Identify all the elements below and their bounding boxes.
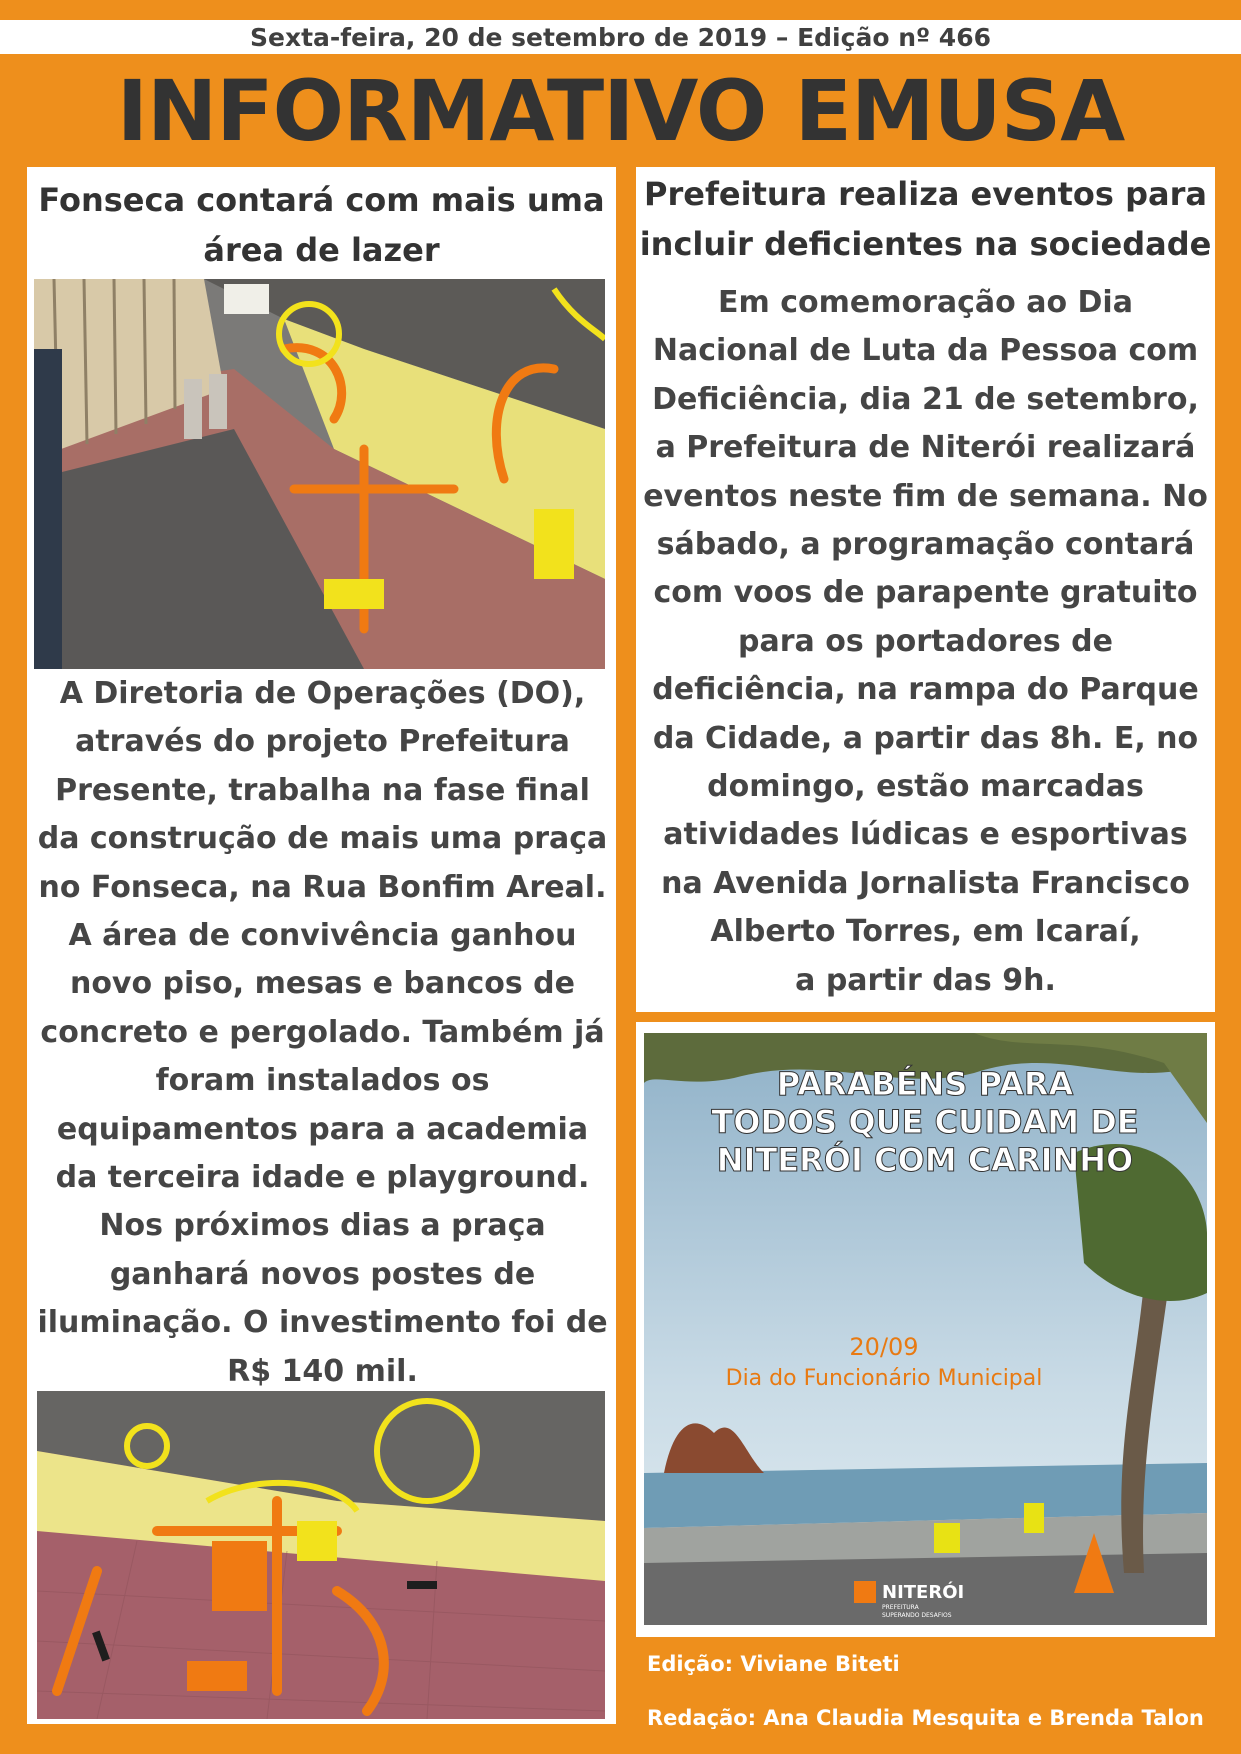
outdoor-gym-photo-top-image <box>34 279 605 669</box>
credit-edicao: Edição: Viviane Biteti <box>647 1652 900 1676</box>
right-article-headline: Prefeitura realiza eventos para incluir deficientes na sociedade <box>639 175 1212 263</box>
poster-panel <box>636 1022 1215 1637</box>
right-article-body: Em comemoração ao Dia Nacional de Luta da Pessoa com Deficiência, dia 21 de setembro, a Prefeitura de Niterói realizará eventos neste fim de semana. No sábado, a programação contará com voos de parapente gratuito para os portadores de deficiência, na rampa do Parque da Cidade, a partir das 8h. E, no domingo, estão marcadas atividades lúdicas e esportivas na Avenida Jornalista Francisco Alberto Torres, em Icaraí, <box>643 285 1208 950</box>
left-article-body: A Diretoria de Operações (DO), através do projeto Prefeitura Presente, trabalha na fase final da construção de mais uma praça no Fonseca, na Rua Bonfim Areal. A área de convivência ganhou novo piso, mesas e bancos de concreto e pergolado. Também já foram instalados os equipamentos para a academia da terceira idade e playground. Nos próximos dias a praça ganhará novos postes de iluminação. O investimento foi de R$ 140 mil. <box>37 676 608 1389</box>
logo-tagline-2: SUPERANDO DESAFIOS <box>882 1612 952 1619</box>
left-article <box>27 167 616 1724</box>
poster-date: 20/09 <box>849 1333 919 1361</box>
outdoor-gym-photo-bottom <box>37 1391 605 1719</box>
poster-image <box>644 1033 1207 1625</box>
logo-text: NITERÓI <box>882 1582 965 1603</box>
right-article <box>636 167 1215 1012</box>
masthead-title: INFORMATIVO EMUSA <box>116 62 1125 160</box>
municipal-employee-day-poster <box>644 1033 1207 1625</box>
poster-line-2: TODOS QUE CUIDAM DE <box>711 1103 1139 1141</box>
left-article-headline: Fonseca contará com mais uma área de lazer <box>38 181 605 269</box>
poster-caption: Dia do Funcionário Municipal <box>725 1366 1043 1391</box>
right-article-body-last-line: a partir das 9h. <box>795 962 1056 998</box>
logo-tagline-1: PREFEITURA <box>882 1604 919 1611</box>
dateline: Sexta-feira, 20 de setembro de 2019 – Edição nº 466 <box>0 20 1241 54</box>
credit-redacao: Redação: Ana Claudia Mesquita e Brenda Talon <box>647 1706 1204 1730</box>
poster-line-1: PARABÉNS PARA <box>776 1065 1074 1103</box>
right-article-body-wrapper <box>642 279 1209 1005</box>
outdoor-gym-photo-bottom-image <box>37 1391 605 1719</box>
outdoor-gym-photo-top <box>34 279 605 669</box>
poster-line-3: NITERÓI COM CARINHO <box>716 1141 1134 1179</box>
